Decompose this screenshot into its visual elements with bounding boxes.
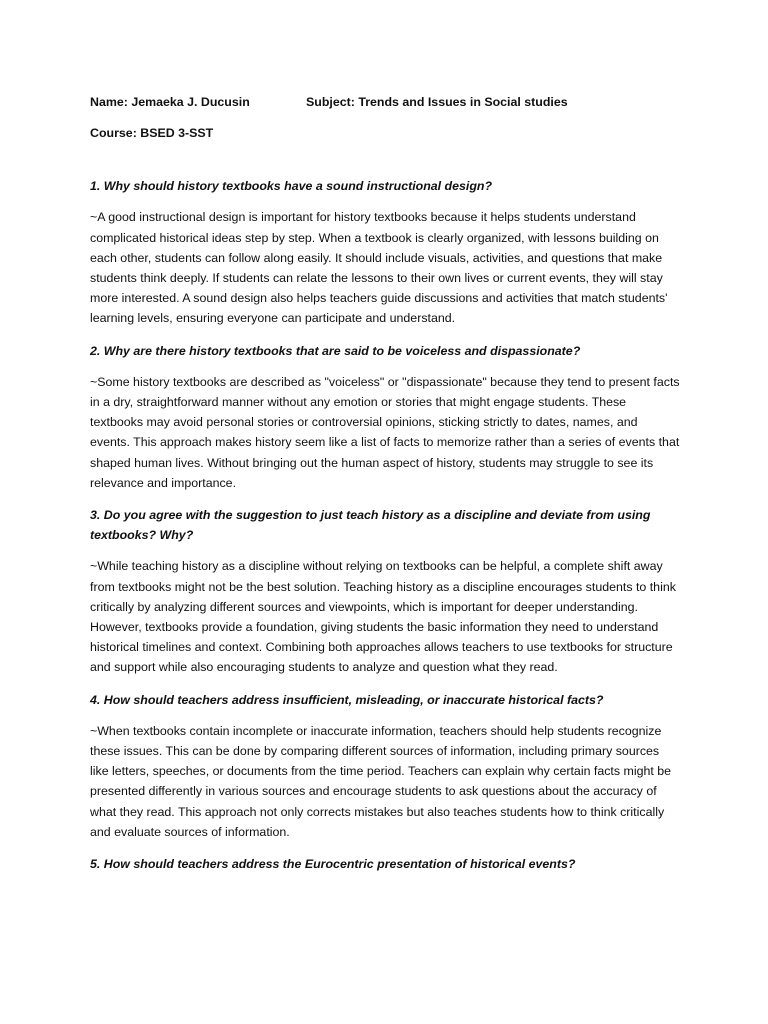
question-1: 1. Why should history textbooks have a sound instructional design? (90, 179, 493, 194)
document-body (90, 92, 680, 885)
question-4: 4. How should teachers address insufficient, misleading, or inaccurate historical facts? (90, 692, 604, 707)
question-5: 5. How should teachers address the Eurocentric presentation of historical events? (90, 857, 576, 872)
course-line: Course: BSED 3-SST (90, 126, 214, 140)
qa-item-3 (90, 505, 680, 678)
qa-item-1 (90, 176, 680, 328)
qa-list (90, 176, 680, 874)
question-3: 3. Do you agree with the suggestion to just teach history as a discipline and deviate from using textbooks? Why? (90, 508, 651, 543)
answer-1: ~A good instructional design is important for history textbooks because it helps students understand complicated historical ideas step by step. When a textbook is clearly organized, with lessons building on each other, students can follow along easily. It should include visuals, activities, and questions that make students think deeply. If students can relate the lessons to their own lives or current events, they will stay more interested. A sound design also helps teachers guide discussions and activities that match students' learning levels, ensuring everyone can participate and understand. (90, 210, 668, 326)
qa-item-4 (90, 690, 680, 842)
answer-2: ~Some history textbooks are described as "voiceless" or "dispassionate" because they tend to present facts in a dry, straightforward manner without any emotion or stories that might engage students. These textbooks may avoid personal stories or controversial opinions, sticking strictly to dates, names, and events. This approach makes history seem like a list of facts to memorize rather than a series of events that shaped human lives. Without bringing out the human aspect of history, students may struggle to see its relevance and importance. (90, 374, 680, 490)
subject-line: Subject: Trends and Issues in Social studies (306, 95, 568, 109)
student-name: Name: Jemaeka J. Ducusin (90, 95, 250, 109)
qa-item-5 (90, 854, 680, 874)
qa-item-2 (90, 341, 680, 493)
answer-3: ~While teaching history as a discipline without relying on textbooks can be helpful, a complete shift away from textbooks might not be the best solution. Teaching history as a discipline encourages students to think critically by analyzing different sources and viewpoints, which is important for deeper understanding. However, textbooks provide a foundation, giving students the basic information they need to understand historical timelines and context. Combining both approaches allows teachers to use textbooks for structure and support while also encouraging students to analyze and question what they read. (90, 559, 676, 675)
header-row (90, 92, 680, 112)
answer-4: ~When textbooks contain incomplete or inaccurate information, teachers should help students recognize these issues. This can be done by comparing different sources of information, including primary sources like letters, speeches, or documents from the time period. Teachers can explain why certain facts might be presented differently in various sources and encourage students to ask questions about the accuracy of what they read. This approach not only corrects mistakes but also teaches students how to think critically and evaluate sources of information. (90, 723, 672, 839)
question-2: 2. Why are there history textbooks that are said to be voiceless and dispassionate? (90, 343, 581, 358)
